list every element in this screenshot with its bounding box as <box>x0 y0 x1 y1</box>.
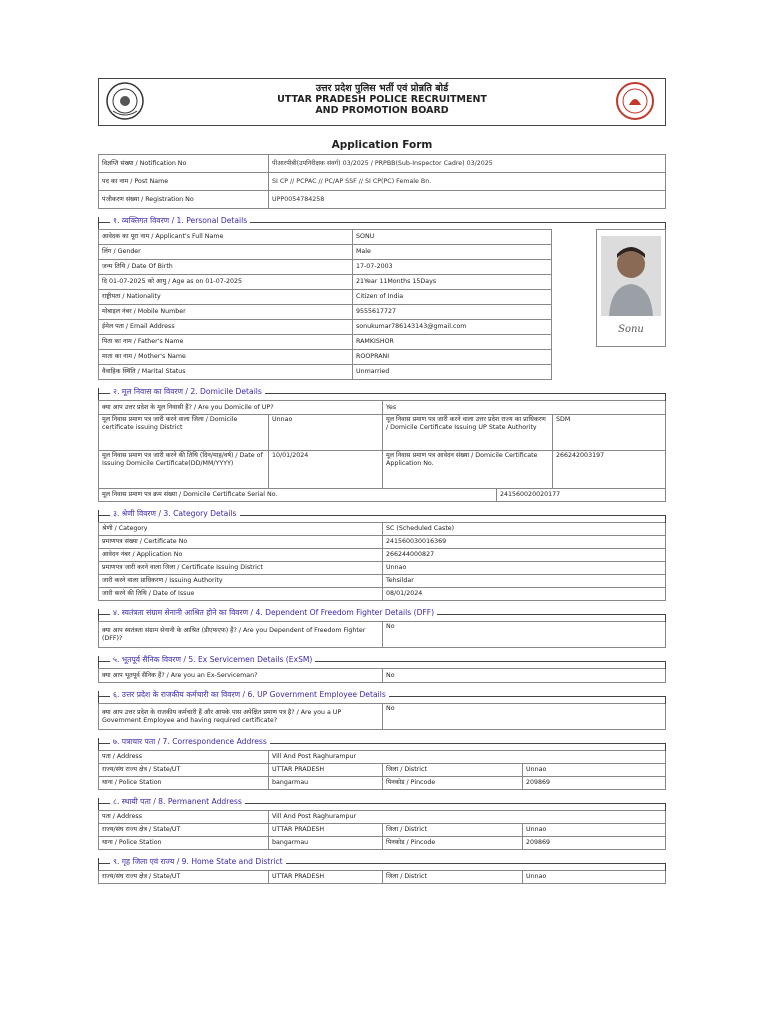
table-row <box>99 451 666 489</box>
district-label: जिला / District <box>383 764 523 777</box>
board-title-line2: AND PROMOTION BOARD <box>315 105 449 116</box>
section-dff-title: ४. स्वतंत्रता संग्राम सेनानी आश्रित होने का विवरण / 4. Dependent Of Freedom Fighter Details (DFF) <box>110 608 437 618</box>
category-table <box>98 522 666 601</box>
state-value: UTTAR PRADESH <box>269 871 383 884</box>
domicile-authority-label: मूल निवास प्रमाण पत्र जारी करने वाला उत्तर प्रदेश राज्य का प्राधिकरण / Domicile Certificate Issuing UP State Authority <box>383 415 553 451</box>
govt-label: क्या आप उत्तर प्रदेश के राजकीय कर्मचारी हैं और आपके पास अपेक्षित प्रमाण पत्र है? / Are you a UP Government Employee and having required certificate? <box>99 704 383 730</box>
table-row <box>99 335 552 350</box>
district-value: Unnao <box>523 871 666 884</box>
domicile-district-label: मूल निवास प्रमाण पत्र जारी करने वाला जिला / Domicile certificate issuing District <box>99 415 269 451</box>
row-value: 08/01/2024 <box>383 588 666 601</box>
section-personal-header <box>98 215 666 229</box>
row-value: Male <box>353 245 552 260</box>
row-label: प्रमाणपत्र संख्या / Certificate No <box>99 536 383 549</box>
state-value: UTTAR PRADESH <box>269 824 383 837</box>
dff-table <box>98 621 666 648</box>
pincode-value: 209869 <box>523 837 666 850</box>
section-permanent-header <box>98 796 666 810</box>
section-govt-header <box>98 689 666 703</box>
exsm-label: क्या आप भूतपूर्व सैनिक हैं? / Are you an Ex-Serviceman? <box>99 669 383 683</box>
row-value: RAMKISHOR <box>353 335 552 350</box>
row-value: SC (Scheduled Caste) <box>383 523 666 536</box>
domicile-appno-label: मूल निवास प्रमाण पत्र आवेदन संख्या / Domicile Certificate Application No. <box>383 451 553 489</box>
district-value: Unnao <box>523 764 666 777</box>
table-row <box>99 669 666 683</box>
section-home-title: ९. गृह जिला एवं राज्य / 9. Home State and District <box>110 857 286 867</box>
police-station-value: bangarmau <box>269 777 383 790</box>
section-permanent-title: ८. स्थायी पता / 8. Permanent Address <box>110 797 245 807</box>
section-personal-title: १. व्यक्तिगत विवरण / 1. Personal Details <box>110 216 250 226</box>
domicile-question-value: Yes <box>383 401 666 415</box>
row-label: श्रेणी / Category <box>99 523 383 536</box>
domicile-date-value: 10/01/2024 <box>269 451 383 489</box>
dff-label: क्या आप स्वतंत्रता संग्राम सेनानी के आश्रित (डीएफएफ) हैं? / Are you Dependent of Freedom Fighter (DFF)? <box>99 622 383 648</box>
home-table <box>98 870 666 884</box>
table-row <box>99 191 666 209</box>
table-row <box>99 704 666 730</box>
table-row <box>99 365 552 380</box>
state-label: राज्य/संघ राज्य क्षेत्र / State/UT <box>99 871 269 884</box>
section-domicile-header <box>98 386 666 400</box>
police-station-value: bangarmau <box>269 837 383 850</box>
police-station-label: थाना / Police Station <box>99 777 269 790</box>
govt-table <box>98 703 666 730</box>
table-row <box>99 536 666 549</box>
row-label: राष्ट्रीयता / Nationality <box>99 290 353 305</box>
dff-value: No <box>383 622 666 648</box>
post-name-value: SI CP // PCPAC // PC/AP SSF // SI CP(PC) Female Bn. <box>269 173 666 191</box>
registration-no-value: UPP0054784258 <box>269 191 666 209</box>
address-value: Vill And Post Raghurampur <box>269 811 666 824</box>
table-row <box>99 562 666 575</box>
table-row <box>99 824 666 837</box>
table-row <box>99 751 666 764</box>
row-value: Citizen of India <box>353 290 552 305</box>
registration-no-label: पंजीकरण संख्या / Registration No <box>99 191 269 209</box>
state-label: राज्य/संघ राज्य क्षेत्र / State/UT <box>99 764 269 777</box>
table-row <box>99 489 666 502</box>
pincode-label: पिनकोड / Pincode <box>383 777 523 790</box>
section-category-header <box>98 508 666 522</box>
table-row <box>99 173 666 191</box>
row-label: वैवाहिक स्थिति / Marital Status <box>99 365 353 380</box>
pincode-label: पिनकोड / Pincode <box>383 837 523 850</box>
address-label: पता / Address <box>99 811 269 824</box>
up-govt-emblem-icon <box>615 81 655 121</box>
row-label: प्रमाणपत्र जारी करने वाला जिला / Certificate Issuing District <box>99 562 383 575</box>
table-row <box>99 871 666 884</box>
personal-details <box>98 229 666 380</box>
row-value: Unnao <box>383 562 666 575</box>
govt-value: No <box>383 704 666 730</box>
exsm-value: No <box>383 669 666 683</box>
row-label: पिता का नाम / Father's Name <box>99 335 353 350</box>
domicile-appno-value: 266242003197 <box>553 451 666 489</box>
domicile-serial-label: मूल निवास प्रमाण पत्र क्रम संख्या / Domicile Certificate Serial No. <box>99 489 497 502</box>
row-label: लिंग / Gender <box>99 245 353 260</box>
state-label: राज्य/संघ राज्य क्षेत्र / State/UT <box>99 824 269 837</box>
row-label: माता का नाम / Mother's Name <box>99 350 353 365</box>
table-row <box>99 523 666 536</box>
board-header <box>98 78 666 126</box>
section-exsm-title: ५. भूतपूर्व सैनिक विवरण / 5. Ex Servicemen Details (ExSM) <box>110 655 315 665</box>
exsm-table <box>98 668 666 683</box>
section-dff-header <box>98 607 666 621</box>
table-row <box>99 245 552 260</box>
row-label: आवेदन नंबर / Application No <box>99 549 383 562</box>
section-domicile-title: २. मूल निवास का विवरण / 2. Domicile Details <box>110 387 265 397</box>
row-value: 241560030016369 <box>383 536 666 549</box>
section-govt-title: ६. उत्तर प्रदेश के राजकीय कर्मचारी का विवरण / 6. UP Government Employee Details <box>110 690 389 700</box>
domicile-district-value: Unnao <box>269 415 383 451</box>
table-row <box>99 811 666 824</box>
row-label: आवेदक का पूरा नाम / Applicant's Full Name <box>99 230 353 245</box>
row-label: जारी करने वाला प्राधिकरण / Issuing Authority <box>99 575 383 588</box>
board-title-line1: UTTAR PRADESH POLICE RECRUITMENT <box>277 94 487 105</box>
permanent-table <box>98 810 666 850</box>
table-row <box>99 290 552 305</box>
notification-no-label: विज्ञप्ति संख्या / Notification No <box>99 155 269 173</box>
person-photo-icon <box>601 236 661 316</box>
form-title: Application Form <box>331 139 433 151</box>
row-value: 266244000827 <box>383 549 666 562</box>
table-row <box>99 155 666 173</box>
row-value: ROOPRANI <box>353 350 552 365</box>
table-row <box>99 622 666 648</box>
table-row <box>99 320 552 335</box>
row-value: 17-07-2003 <box>353 260 552 275</box>
correspondence-table <box>98 750 666 790</box>
table-row <box>99 260 552 275</box>
row-value: 21Year 11Months 15Days <box>353 275 552 290</box>
notification-table <box>98 154 666 209</box>
post-name-label: पद का नाम / Post Name <box>99 173 269 191</box>
section-category-title: ३. श्रेणी विवरण / 3. Category Details <box>110 509 240 519</box>
domicile-question-label: क्या आप उत्तर प्रदेश के मूल निवासी हैं? / Are you Domicile of UP? <box>99 401 383 415</box>
applicant-signature: Sonu <box>618 324 644 335</box>
table-row <box>99 764 666 777</box>
row-value: sonukumar786143143@gmail.com <box>353 320 552 335</box>
table-row <box>99 275 552 290</box>
domicile-date-label: मूल निवास प्रमाण पत्र जारी करने की तिथि (दिन/माह/वर्ष) / Date of Issuing Domicile Certificate(DD/MM/YYYY) <box>99 451 269 489</box>
district-value: Unnao <box>523 824 666 837</box>
pincode-value: 209869 <box>523 777 666 790</box>
domicile-table <box>98 400 666 502</box>
board-title-hindi: उत्तर प्रदेश पुलिस भर्ती एवं प्रोन्नति बोर्ड <box>315 83 449 94</box>
table-row <box>99 549 666 562</box>
section-correspondence-header <box>98 736 666 750</box>
section-home-header <box>98 856 666 870</box>
table-row <box>99 305 552 320</box>
domicile-serial-value: 241560020020177 <box>497 489 666 502</box>
district-label: जिला / District <box>383 871 523 884</box>
row-value: SONU <box>353 230 552 245</box>
row-label: मोबाइल नंबर / Mobile Number <box>99 305 353 320</box>
table-row <box>99 230 552 245</box>
table-row <box>99 350 552 365</box>
police-station-label: थाना / Police Station <box>99 837 269 850</box>
section-exsm-header <box>98 654 666 668</box>
row-label: दि 01-07-2025 को आयु / Age as on 01-07-2025 <box>99 275 353 290</box>
table-row <box>99 401 666 415</box>
table-row <box>99 777 666 790</box>
address-value: Vill And Post Raghurampur <box>269 751 666 764</box>
row-value: 9555617727 <box>353 305 552 320</box>
table-row <box>99 575 666 588</box>
row-label: ईमेल पता / Email Address <box>99 320 353 335</box>
row-label: जारी करने की तिथि / Date of Issue <box>99 588 383 601</box>
section-correspondence-title: ७. पत्राचार पता / 7. Correspondence Address <box>110 737 270 747</box>
personal-table <box>98 229 552 380</box>
applicant-photo <box>596 229 666 347</box>
row-value: Tehsildar <box>383 575 666 588</box>
district-label: जिला / District <box>383 824 523 837</box>
notification-no-value: पीआरपीबी(उपनिरीक्षक संवर्ग) 03/2025 / PRPBB(Sub-Inspector Cadre) 03/2025 <box>269 155 666 173</box>
table-row <box>99 837 666 850</box>
domicile-authority-value: SDM <box>553 415 666 451</box>
row-label: जन्म तिथि / Date Of Birth <box>99 260 353 275</box>
table-row <box>99 588 666 601</box>
application-page <box>98 78 666 884</box>
table-row <box>99 415 666 451</box>
address-label: पता / Address <box>99 751 269 764</box>
row-value: Unmarried <box>353 365 552 380</box>
state-value: UTTAR PRADESH <box>269 764 383 777</box>
